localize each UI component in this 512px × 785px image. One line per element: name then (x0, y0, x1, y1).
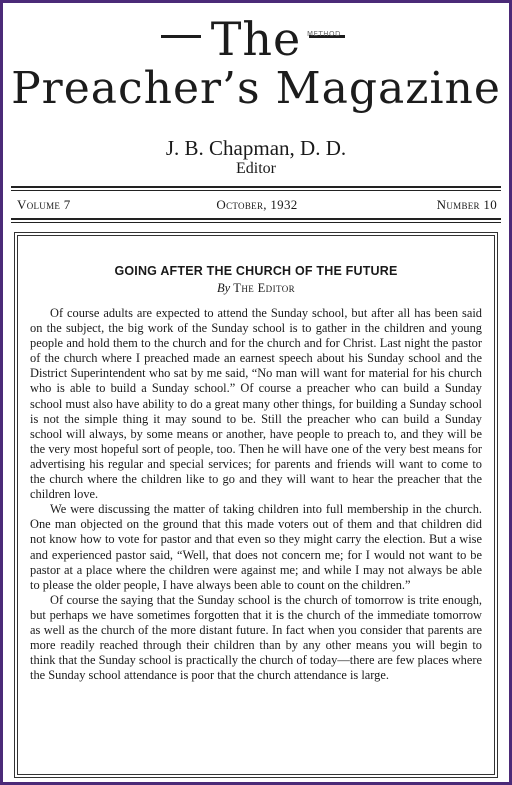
issue-number: Number 10 (436, 197, 497, 212)
editor-role: Editor (236, 160, 276, 177)
article-paragraph: We were discussing the matter of taking children into full membership in the church. One man objected on the ground that this made voters out of them and that children did not know how to vote for pastor and that even so they might carry the election. But a wise and experienced pastor said, “Well, that does not concern me; for I would not want to be pastor at a place where the children were against me; and while I may not always be able to please the older people, I have always been able to count on the children.” (30, 502, 482, 592)
article-byline (18, 281, 494, 296)
article-box (17, 235, 495, 775)
masthead-the (3, 13, 509, 65)
article-paragraph: Of course the saying that the Sunday school is the church of tomorrow is trite enough, but perhaps we have sometimes forgotten that it is the church of the immediate tomorrow as well as the church of the more distant future. In fact when you consider that parents are more readily reached through their children than by any other means you will begin to think that the Sunday school is practically the church of today—there are few places where the Sunday school attendance is poor that the church attendance is large. (30, 592, 482, 683)
bottom-rule (11, 218, 501, 220)
issue-info-row (17, 196, 497, 214)
article-title: GOING AFTER THE CHURCH OF THE FUTURE (114, 264, 398, 278)
byline-by: By (216, 281, 231, 295)
article-paragraph: Of course adults are expected to attend the Sunday school, but after all has been said on the subject, the big work of the Sunday school is to gather in the children and young people and hold them to the church and for the church and for Christ. Last night the pastor of the church where I preached made an earnest speech about his Sunday school and the District Superintendent who sat by me said, “No man will want for material for his church who is able to build a Sunday school.” Of course a preacher who can build a Sunday school must also have ability to do a great many other things, for building a Sunday school is not the simple thing it may sound to be. Still the preacher who can build a Sunday school will always, by some means or another, have people to preach to, and they will be the very most hopeful sort of people, too. Then he will have one of the very best means for advertising his regular and special services; for parents and friends will want to come to the church where the children like to go and they will want to hear the preacher that the children love. (30, 306, 482, 502)
masthead (3, 3, 509, 183)
bottom-rule-thin (11, 222, 501, 223)
issue-date: October, 1932 (216, 197, 298, 212)
masthead-the-word: The (210, 12, 302, 66)
masthead-small-mark: METHOD (307, 30, 341, 38)
top-rule (11, 186, 501, 188)
top-rule-thin (11, 190, 501, 191)
editor-name: J. B. Chapman, D. D. (165, 136, 347, 160)
magazine-title: Preacher’s Magazine (11, 63, 501, 114)
article-body (30, 306, 482, 683)
volume-label: Volume 7 (17, 197, 71, 212)
byline-author: The Editor (233, 281, 296, 295)
